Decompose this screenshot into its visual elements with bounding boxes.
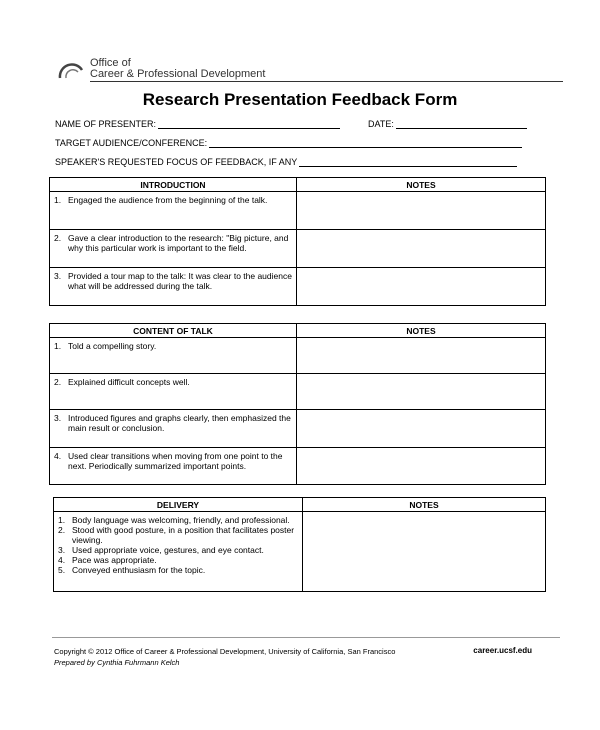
date-label: DATE:	[368, 119, 394, 129]
table-row: 1. Engaged the audience from the beginning of the talk.	[50, 192, 546, 230]
table-row: 1. Told a compelling story.	[50, 338, 546, 374]
criterion-text: Introduced figures and graphs clearly, then emphasized the main result or conclusion.	[68, 413, 291, 433]
table-row: 3. Provided a tour map to the talk: It was clear to the audience what will be addressed during the talk.	[50, 268, 546, 306]
criterion-text: Gave a clear introduction to the research: "Big picture, and why this particular work is important to the field.	[68, 233, 289, 253]
notes-cell[interactable]	[297, 192, 546, 230]
footer-divider	[52, 637, 560, 638]
introduction-heading: INTRODUCTION	[50, 178, 297, 192]
notes-cell[interactable]	[297, 410, 546, 448]
table-row: 3. Introduced figures and graphs clearly, then emphasized the main result or conclusion.	[50, 410, 546, 448]
criterion-text: Used appropriate voice, gestures, and eye contact.	[72, 545, 264, 555]
criterion-text: Pace was appropriate.	[72, 555, 157, 565]
notes-cell[interactable]	[297, 268, 546, 306]
notes-cell[interactable]	[297, 374, 546, 410]
org-name-line2: Career & Professional Development	[90, 68, 266, 80]
content-table	[49, 323, 546, 485]
header-divider	[90, 81, 563, 82]
focus-label: SPEAKER'S REQUESTED FOCUS OF FEEDBACK, IF ANY	[55, 157, 298, 167]
table-row: 2. Explained difficult concepts well.	[50, 374, 546, 410]
criterion-text: Stood with good posture, in a position that facilitates poster viewing.	[72, 525, 295, 545]
criterion-text: Used clear transitions when moving from one point to the next. Periodically summarized important points.	[68, 451, 283, 471]
copyright-text: Copyright © 2012 Office of Career & Professional Development, University of California, San Francisco	[54, 647, 396, 656]
criterion-text: Provided a tour map to the talk: It was clear to the audience what will be addressed during the talk.	[68, 271, 292, 291]
content-heading: CONTENT OF TALK	[50, 324, 297, 338]
criterion-text: Conveyed enthusiasm for the topic.	[72, 565, 206, 575]
notes-cell[interactable]	[297, 338, 546, 374]
table-row: 2. Gave a clear introduction to the research: "Big picture, and why this particular work is important to the field.	[50, 230, 546, 268]
table-row: 4. Used clear transitions when moving from one point to the next. Periodically summarized important points.	[50, 448, 546, 485]
focus-input-line[interactable]	[299, 158, 517, 167]
notes-cell[interactable]	[297, 230, 546, 268]
website-link[interactable]: career.ucsf.edu	[473, 646, 532, 655]
date-field	[368, 119, 527, 129]
presenter-field	[55, 119, 340, 129]
audience-field	[55, 138, 522, 148]
notes-cell[interactable]	[303, 512, 546, 592]
criterion-text: Engaged the audience from the beginning of the talk.	[68, 195, 268, 205]
delivery-table	[53, 497, 546, 592]
criterion-text: Body language was welcoming, friendly, and professional.	[72, 515, 290, 525]
prepared-by-text: Prepared by Cynthia Fuhrmann Kelch	[54, 658, 180, 667]
audience-input-line[interactable]	[209, 139, 522, 148]
introduction-notes-heading: NOTES	[297, 178, 546, 192]
date-input-line[interactable]	[396, 120, 527, 129]
presenter-label: NAME OF PRESENTER:	[55, 119, 157, 129]
delivery-notes-heading: NOTES	[303, 498, 546, 512]
delivery-heading: DELIVERY	[54, 498, 303, 512]
ucsf-arc-logo-icon	[58, 58, 84, 80]
focus-field	[55, 157, 517, 167]
org-name-line1: Office of	[90, 57, 131, 69]
criterion-text: Told a compelling story.	[68, 341, 157, 351]
table-row: 1. Body language was welcoming, friendly, and professional. 2. Stood with good posture, in a position that facilitates poster viewing. 3. Used appropriate voice, gestures, and eye contact. 4. Pace was appropriate. 5. Conveyed enthusiasm for the topic.	[54, 512, 546, 592]
criterion-text: Explained difficult concepts well.	[68, 377, 190, 387]
content-notes-heading: NOTES	[297, 324, 546, 338]
page-title: Research Presentation Feedback Form	[142, 90, 458, 109]
presenter-input-line[interactable]	[158, 120, 340, 129]
introduction-table	[49, 177, 546, 306]
header	[58, 54, 563, 84]
notes-cell[interactable]	[297, 448, 546, 485]
audience-label: TARGET AUDIENCE/CONFERENCE:	[55, 138, 208, 148]
